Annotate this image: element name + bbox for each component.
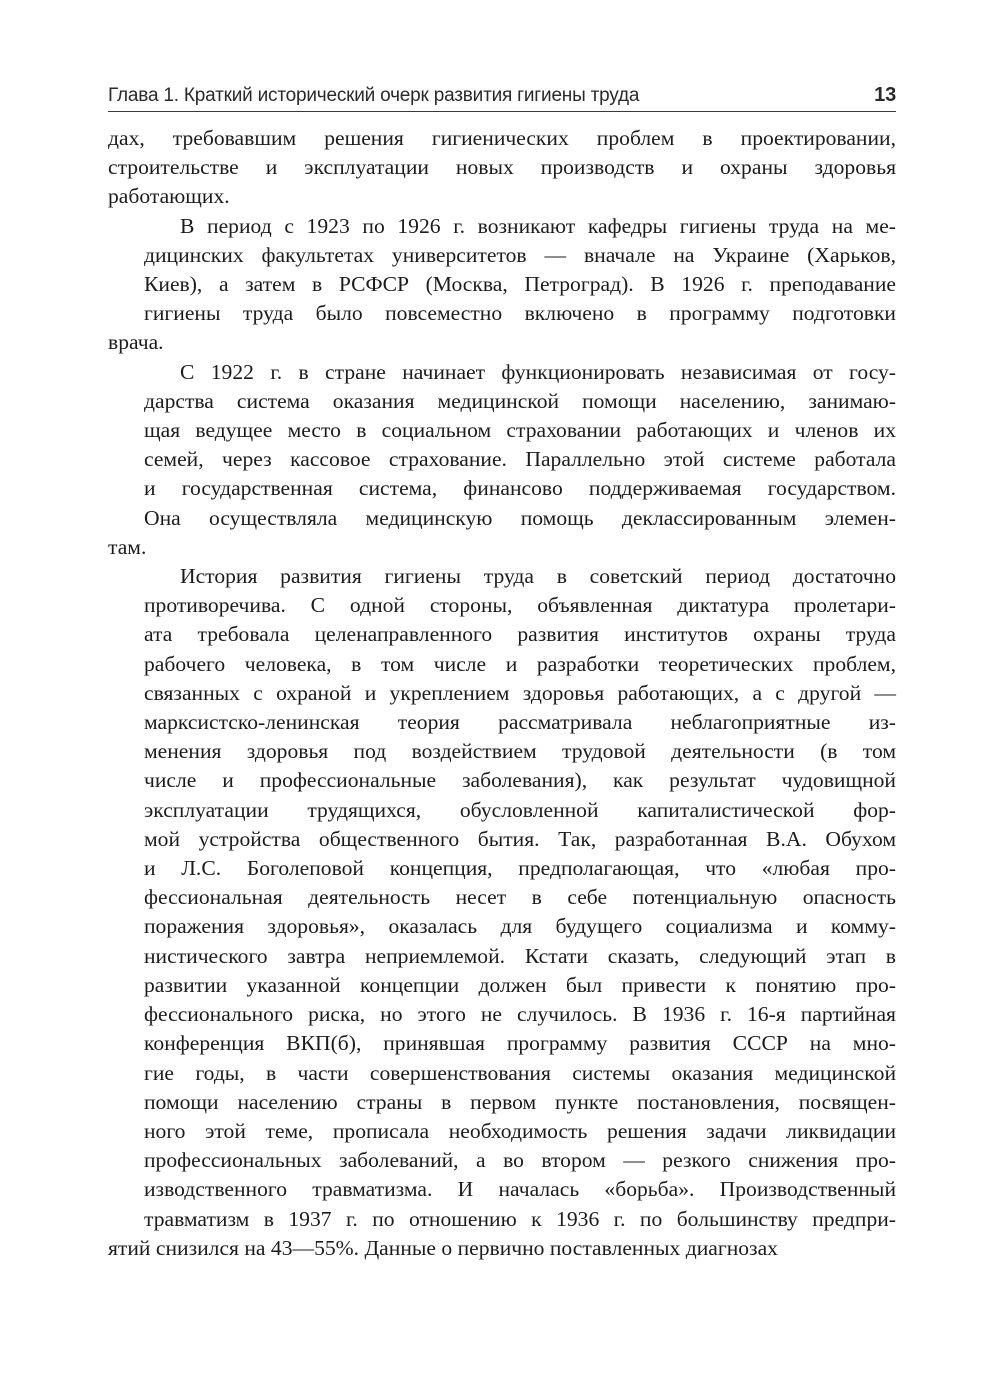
text-line: профессиональных заболеваний, а во втором — резкого снижения про- [144, 1148, 896, 1173]
text-line: травматизм в 1937 г. по отношению к 1936 г. по большинству предпри- [144, 1206, 896, 1231]
text-line: фессиональная деятельность несет в себе потенциальную опасность [144, 885, 896, 910]
text-line: дицинских факультетах университетов — вначале на Украине (Харьков, [144, 242, 896, 267]
text-line: и государственная система, финансово поддерживаемая государством. [144, 476, 896, 501]
text-line: семей, через кассовое страхование. Параллельно этой системе работала [144, 447, 896, 472]
text-line: помощи населению страны в первом пункте постановления, посвящен- [144, 1089, 896, 1114]
text-line: нистического завтра неприемлемой. Кстати сказать, следующий этап в [144, 943, 896, 968]
text-line: дарства система оказания медицинской помощи населению, занимаю- [144, 388, 896, 413]
page-number: 13 [874, 84, 896, 106]
text-line: ного этой теме, прописала необходимость решения задачи ликвидации [144, 1118, 896, 1143]
text-line: гигиены труда было повсеместно включено в программу подготовки [144, 301, 896, 326]
text-line: изводственного травматизма. И началась «борьба». Производственный [144, 1177, 896, 1202]
text-line: развитии указанной концепции должен был привести к понятию про- [144, 972, 896, 997]
paragraph [108, 212, 896, 358]
text-line: связанных с охраной и укреплением здоровья работающих, а с другой — [144, 680, 896, 705]
running-header [108, 84, 896, 112]
text-line: ата требовала целенаправленного развития институтов охраны труда [144, 622, 896, 647]
text-line: рабочего человека, в том числе и разработки теоретических проблем, [144, 651, 896, 676]
paragraph [108, 358, 896, 562]
text-line: работающих. [108, 184, 230, 209]
text-line: С 1922 г. в стране начинает функционировать независимая от госу- [180, 359, 896, 384]
text-line: щая ведущее место в социальном страховании работающих и членов их [144, 418, 896, 443]
text-line: мой устройства общественного бытия. Так, разработанная В.А. Обухом [144, 826, 896, 851]
paragraph [108, 124, 896, 212]
book-page [108, 84, 896, 1263]
text-line: Она осуществляла медицинскую помощь деклассированным элемен- [144, 505, 896, 530]
text-line: История развития гигиены труда в советский период достаточно [180, 564, 896, 589]
text-line: эксплуатации трудящихся, обусловленной капиталистической фор- [144, 797, 896, 822]
text-line: дах, требовавшим решения гигиенических проблем в проектировании, [108, 126, 896, 150]
paragraph [108, 562, 896, 1263]
text-line: поражения здоровья», оказалась для будущего социализма и комму- [144, 914, 896, 939]
text-line: там. [108, 534, 147, 559]
body-text [108, 124, 896, 1263]
text-line: врача. [108, 330, 164, 355]
text-line: менения здоровья под воздействием трудовой деятельности (в том [144, 739, 896, 764]
text-line: В период с 1923 по 1926 г. возникают кафедры гигиены труда на ме- [180, 213, 896, 238]
text-line: фессионального риска, но этого не случилось. В 1936 г. 16-я партийная [144, 1002, 896, 1027]
text-line: гие годы, в части совершенствования системы оказания медицинской [144, 1060, 896, 1085]
chapter-title: Глава 1. Краткий исторический очерк развития гигиены труда [108, 85, 640, 106]
text-line: Киев), а затем в РСФСР (Москва, Петроград). В 1926 г. преподавание [144, 272, 896, 297]
text-line: ятий снизился на 43—55%. Данные о первично поставленных диагнозах [108, 1235, 778, 1260]
text-line: конференция ВКП(б), принявшая программу развития СССР на мно- [144, 1031, 896, 1056]
text-line: марксистско-ленинская теория рассматривала неблагоприятные из- [144, 710, 896, 735]
text-line: числе и профессиональные заболевания), как результат чудовищной [144, 768, 896, 793]
text-line: противоречива. С одной стороны, объявленная диктатура пролетари- [144, 593, 896, 618]
text-line: и Л.С. Боголеповой концепция, предполагающая, что «любая про- [144, 856, 896, 881]
text-line: строительстве и эксплуатации новых производств и охраны здоровья [108, 155, 896, 180]
